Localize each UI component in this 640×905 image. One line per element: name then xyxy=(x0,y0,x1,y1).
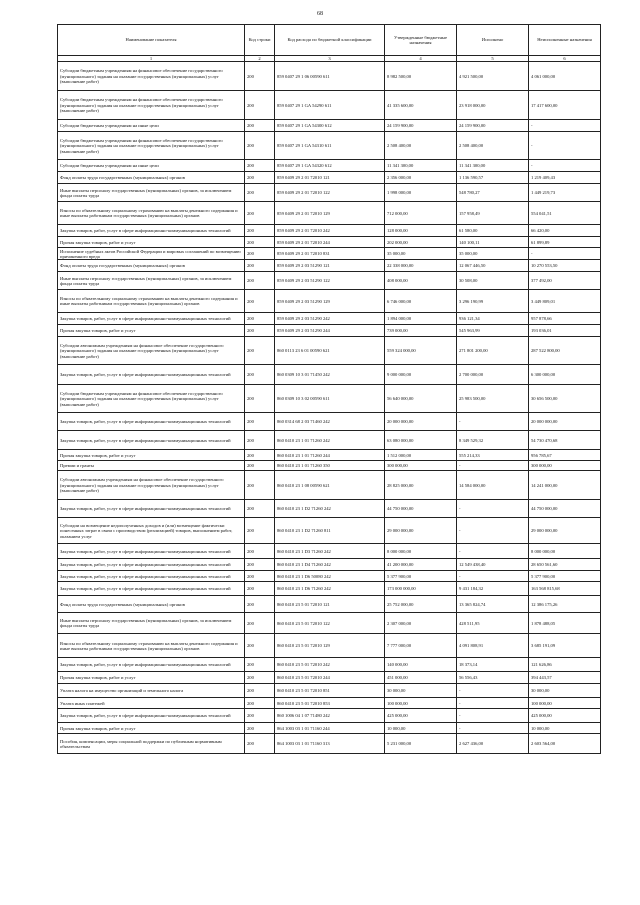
table-row xyxy=(58,202,601,225)
row-remaining-cell: 2 603 564,00 xyxy=(529,734,601,754)
row-line-code-cell: 200 xyxy=(245,613,275,634)
table-row xyxy=(58,237,601,248)
row-line-code-cell: 200 xyxy=(245,672,275,684)
row-approved-cell: 5 377 900,00 xyxy=(385,571,457,582)
table-row xyxy=(58,582,601,596)
row-approved-cell: 63 080 000,00 xyxy=(385,431,457,450)
row-remaining-cell: 29 000 000,00 xyxy=(529,518,601,544)
row-approved-cell: 202 000,00 xyxy=(385,237,457,248)
header-line-code: Код строки xyxy=(245,25,275,56)
row-kbk-cell: 859 0409 29 2 03 51290 244 xyxy=(275,325,385,337)
row-kbk-cell: 859 0409 29 2 03 51290 242 xyxy=(275,313,385,325)
row-kbk-cell: 860 0410 23 1 01 71260 242 xyxy=(275,431,385,450)
row-name-cell: Взносы по обязательному социальному страхованию на выплаты денежного содержания и иные выплаты работникам государственных (муниципальных) органов xyxy=(58,634,245,658)
row-executed-cell: 4 921 500,00 xyxy=(457,62,529,91)
row-line-code-cell: 200 xyxy=(245,225,275,237)
row-kbk-cell: 860 0410 23 5 01 72010 122 xyxy=(275,613,385,634)
row-name-cell: Фонд оплаты труда государственных (муниципальных) органов xyxy=(58,172,245,184)
column-number: 5 xyxy=(457,56,529,62)
row-approved-cell: 41 200 000,00 xyxy=(385,559,457,571)
row-name-cell: Субсидии бюджетным учреждениям на иные цели xyxy=(58,160,245,172)
table-header-row xyxy=(58,25,601,56)
row-kbk-cell: 860 0410 23 5 01 72010 853 xyxy=(275,698,385,709)
row-kbk-cell: 859 0409 29 2 01 72010 244 xyxy=(275,237,385,248)
row-remaining-cell: 300 000,00 xyxy=(529,461,601,471)
row-line-code-cell: 200 xyxy=(245,313,275,325)
row-kbk-cell: 859 0407 29 1 GA 54310 611 xyxy=(275,132,385,160)
table-row xyxy=(58,413,601,431)
row-kbk-cell: 859 0409 29 2 01 72010 242 xyxy=(275,225,385,237)
row-name-cell: Исполнение судебных актов Российской Федерации и мировых соглашений по возмещению причиненного вреда xyxy=(58,248,245,260)
row-approved-cell: 9 000 000,00 xyxy=(385,365,457,385)
row-approved-cell: 1 512 000,00 xyxy=(385,450,457,461)
row-executed-cell: - xyxy=(457,461,529,471)
row-remaining-cell: 10 000,00 xyxy=(529,723,601,734)
table-row xyxy=(58,132,601,160)
row-executed-cell: 56 556,43 xyxy=(457,672,529,684)
row-line-code-cell: 200 xyxy=(245,237,275,248)
row-approved-cell: 29 000 000,00 xyxy=(385,518,457,544)
row-line-code-cell: 200 xyxy=(245,684,275,698)
table-row xyxy=(58,325,601,337)
row-kbk-cell: 860 0410 23 5 01 72010 851 xyxy=(275,684,385,698)
row-executed-cell: - xyxy=(457,544,529,559)
row-executed-cell: 12 067 446,50 xyxy=(457,260,529,272)
row-approved-cell: 559 324 000,00 xyxy=(385,337,457,365)
row-line-code-cell: 200 xyxy=(245,734,275,754)
row-executed-cell: 25 983 500,00 xyxy=(457,385,529,413)
row-name-cell: Уплата иных платежей xyxy=(58,698,245,709)
row-remaining-cell: 6 300 000,00 xyxy=(529,365,601,385)
row-kbk-cell: 860 0410 23 5 01 72010 244 xyxy=(275,672,385,684)
row-kbk-cell: 860 0314 68 2 03 71460 242 xyxy=(275,413,385,431)
table-row xyxy=(58,723,601,734)
table-row xyxy=(58,500,601,518)
row-remaining-cell: 20 000 000,00 xyxy=(529,413,601,431)
row-approved-cell: 24 159 900,00 xyxy=(385,120,457,132)
table-row xyxy=(58,698,601,709)
row-executed-cell: 35 000,00 xyxy=(457,248,529,260)
row-name-cell: Иные выплаты персоналу государственных (муниципальных) органов, за исключением фонда оплаты труда xyxy=(58,272,245,290)
row-approved-cell: 11 341 300,00 xyxy=(385,160,457,172)
row-kbk-cell: 860 0410 23 1 D6 71260 242 xyxy=(275,582,385,596)
table-row xyxy=(58,658,601,672)
table-row xyxy=(58,365,601,385)
row-line-code-cell: 200 xyxy=(245,290,275,313)
row-line-code-cell: 200 xyxy=(245,461,275,471)
row-executed-cell: - xyxy=(457,571,529,582)
table-row xyxy=(58,596,601,613)
table-row xyxy=(58,272,601,290)
row-kbk-cell: 860 0410 23 1 D2 71260 242 xyxy=(275,500,385,518)
row-remaining-cell: 12 386 175,26 xyxy=(529,596,601,613)
row-line-code-cell: 200 xyxy=(245,62,275,91)
row-line-code-cell: 200 xyxy=(245,431,275,450)
table-row xyxy=(58,544,601,559)
row-name-cell: Прочая закупка товаров, работ и услуг xyxy=(58,672,245,684)
table-row xyxy=(58,450,601,461)
row-name-cell: Прочая закупка товаров, работ и услуг xyxy=(58,723,245,734)
row-executed-cell: 14 584 000,00 xyxy=(457,471,529,500)
column-number: 6 xyxy=(529,56,601,62)
row-executed-cell: 140 100,11 xyxy=(457,237,529,248)
row-remaining-cell: 121 626,86 xyxy=(529,658,601,672)
row-line-code-cell: 200 xyxy=(245,544,275,559)
row-approved-cell: 56 640 000,00 xyxy=(385,385,457,413)
row-executed-cell: 555 214,33 xyxy=(457,450,529,461)
row-remaining-cell: 1 878 488,05 xyxy=(529,613,601,634)
row-executed-cell: 61 580,00 xyxy=(457,225,529,237)
row-executed-cell: 428 511,95 xyxy=(457,613,529,634)
row-line-code-cell: 200 xyxy=(245,413,275,431)
row-remaining-cell: 61 899,89 xyxy=(529,237,601,248)
table-row xyxy=(58,684,601,698)
row-executed-cell: 8 349 529,32 xyxy=(457,431,529,450)
row-remaining-cell: 54 730 470,68 xyxy=(529,431,601,450)
row-kbk-cell: 860 0410 23 1 D6 50080 242 xyxy=(275,571,385,582)
table-row xyxy=(58,313,601,325)
table-row xyxy=(58,559,601,571)
row-approved-cell: 408 000,00 xyxy=(385,272,457,290)
table-row xyxy=(58,337,601,365)
row-executed-cell: - xyxy=(457,723,529,734)
header-kbk: Код расхода по бюджетной классификации xyxy=(275,25,385,56)
table-row xyxy=(58,172,601,184)
row-name-cell: Закупка товаров, работ, услуг в сфере информационно-коммуникационных технологий xyxy=(58,582,245,596)
table-row xyxy=(58,518,601,544)
row-remaining-cell: 163 568 815,68 xyxy=(529,582,601,596)
row-approved-cell: 20 000 000,00 xyxy=(385,413,457,431)
row-executed-cell: - xyxy=(457,518,529,544)
row-executed-cell: - xyxy=(457,413,529,431)
row-executed-cell: - xyxy=(457,500,529,518)
row-remaining-cell: 3 449 809,01 xyxy=(529,290,601,313)
row-line-code-cell: 200 xyxy=(245,634,275,658)
row-name-cell: Премии и гранты xyxy=(58,461,245,471)
row-line-code-cell: 200 xyxy=(245,385,275,413)
row-executed-cell: 9 431 184,32 xyxy=(457,582,529,596)
row-line-code-cell: 200 xyxy=(245,160,275,172)
row-executed-cell: 4 091 808,91 xyxy=(457,634,529,658)
table-row xyxy=(58,613,601,634)
row-line-code-cell: 200 xyxy=(245,337,275,365)
row-approved-cell: 2 307 000,00 xyxy=(385,613,457,634)
row-approved-cell: 44 750 000,00 xyxy=(385,500,457,518)
row-line-code-cell: 200 xyxy=(245,559,275,571)
row-executed-cell: 12 549 438,40 xyxy=(457,559,529,571)
row-approved-cell: 451 000,00 xyxy=(385,672,457,684)
row-remaining-cell: 377 492,00 xyxy=(529,272,601,290)
row-name-cell: Закупка товаров, работ, услуг в сфере информационно-коммуникационных технологий xyxy=(58,365,245,385)
row-approved-cell: 1 894 000,00 xyxy=(385,313,457,325)
row-kbk-cell: 859 0409 29 2 01 72010 831 xyxy=(275,248,385,260)
row-kbk-cell: 860 0113 23 6 01 00590 621 xyxy=(275,337,385,365)
row-line-code-cell: 200 xyxy=(245,571,275,582)
row-kbk-cell: 860 0410 23 5 01 72010 121 xyxy=(275,596,385,613)
row-executed-cell: 24 159 900,00 xyxy=(457,120,529,132)
row-approved-cell: 30 000,00 xyxy=(385,684,457,698)
row-remaining-cell: - xyxy=(529,132,601,160)
row-kbk-cell: 860 0410 23 1 08 00590 621 xyxy=(275,471,385,500)
row-remaining-cell: 287 522 800,00 xyxy=(529,337,601,365)
row-line-code-cell: 200 xyxy=(245,500,275,518)
row-name-cell: Иные выплаты персоналу государственных (муниципальных) органов, за исключением фонда оплаты труда xyxy=(58,613,245,634)
row-name-cell: Закупка товаров, работ, услуг в сфере информационно-коммуникационных технологий xyxy=(58,544,245,559)
row-kbk-cell: 860 0410 23 1 D4 71260 242 xyxy=(275,559,385,571)
row-remaining-cell: 8 000 000,00 xyxy=(529,544,601,559)
row-line-code-cell: 200 xyxy=(245,91,275,120)
row-name-cell: Субсидии автономным учреждениям на финансовое обеспечение государственного (муниципального) задания на оказание государственных (муниципальных) услуг (выполнение работ) xyxy=(58,471,245,500)
row-remaining-cell: 4 061 000,00 xyxy=(529,62,601,91)
row-approved-cell: 712 000,00 xyxy=(385,202,457,225)
row-name-cell: Закупка товаров, работ, услуг в сфере информационно-коммуникационных технологий xyxy=(58,500,245,518)
row-approved-cell: 2 508 400,00 xyxy=(385,132,457,160)
row-remaining-cell: - xyxy=(529,160,601,172)
row-name-cell: Субсидии бюджетным учреждениям на финансовое обеспечение государственного (муниципального) задания на оказание государственных (муниципальных) услуг (выполнение работ) xyxy=(58,385,245,413)
column-number: 4 xyxy=(385,56,457,62)
row-executed-cell: - xyxy=(457,684,529,698)
row-name-cell: Взносы по обязательному социальному страхованию на выплаты денежного содержания и иные выплаты работникам государственных (муниципальных) органов xyxy=(58,290,245,313)
row-line-code-cell: 200 xyxy=(245,658,275,672)
column-number: 2 xyxy=(245,56,275,62)
row-name-cell: Субсидии бюджетным учреждениям на иные цели xyxy=(58,120,245,132)
row-remaining-cell: 554 041,51 xyxy=(529,202,601,225)
row-remaining-cell: 14 241 000,00 xyxy=(529,471,601,500)
row-approved-cell: 25 752 000,00 xyxy=(385,596,457,613)
row-line-code-cell: 200 xyxy=(245,202,275,225)
row-approved-cell: 28 825 000,00 xyxy=(385,471,457,500)
row-kbk-cell: 859 0407 29 1 GA 54290 611 xyxy=(275,91,385,120)
row-approved-cell: 425 000,00 xyxy=(385,709,457,723)
row-executed-cell: 548 780,27 xyxy=(457,184,529,202)
row-line-code-cell: 200 xyxy=(245,132,275,160)
row-remaining-cell: 1 219 409,43 xyxy=(529,172,601,184)
row-remaining-cell: - xyxy=(529,248,601,260)
table-row xyxy=(58,91,601,120)
row-line-code-cell: 200 xyxy=(245,518,275,544)
row-executed-cell: 11 341 300,00 xyxy=(457,160,529,172)
budget-execution-table xyxy=(57,24,601,754)
row-remaining-cell: 956 785,67 xyxy=(529,450,601,461)
row-line-code-cell: 200 xyxy=(245,365,275,385)
row-remaining-cell: 17 417 600,00 xyxy=(529,91,601,120)
row-remaining-cell: 394 443,57 xyxy=(529,672,601,684)
table-row xyxy=(58,734,601,754)
header-remaining: Неисполненные назначения xyxy=(529,25,601,56)
row-executed-cell: 23 918 000,00 xyxy=(457,91,529,120)
row-kbk-cell: 860 0309 10 3 01 71450 242 xyxy=(275,365,385,385)
row-name-cell: Фонд оплаты труда государственных (муниципальных) органов xyxy=(58,596,245,613)
row-line-code-cell: 200 xyxy=(245,723,275,734)
row-name-cell: Закупка товаров, работ, услуг в сфере информационно-коммуникационных технологий xyxy=(58,413,245,431)
table-row xyxy=(58,160,601,172)
row-line-code-cell: 200 xyxy=(245,325,275,337)
row-approved-cell: 739 000,00 xyxy=(385,325,457,337)
row-executed-cell: 2 627 436,00 xyxy=(457,734,529,754)
table-row xyxy=(58,385,601,413)
row-name-cell: Субсидии бюджетным учреждениям на финансовое обеспечение государственного (муниципального) задания на оказание государственных (муниципальных) услуг (выполнение работ) xyxy=(58,62,245,91)
row-remaining-cell: 44 750 000,00 xyxy=(529,500,601,518)
table-row xyxy=(58,634,601,658)
row-approved-cell: 128 000,00 xyxy=(385,225,457,237)
row-kbk-cell: 859 0409 29 2 03 51290 122 xyxy=(275,272,385,290)
row-name-cell: Субсидии бюджетным учреждениям на финансовое обеспечение государственного (муниципального) задания на оказание государственных (муниципальных) услуг (выполнение работ) xyxy=(58,132,245,160)
row-executed-cell: 2 700 000,00 xyxy=(457,365,529,385)
row-approved-cell: 8 982 500,00 xyxy=(385,62,457,91)
row-kbk-cell: 864 1003 03 1 01 71160 244 xyxy=(275,723,385,734)
row-name-cell: Закупка товаров, работ, услуг в сфере информационно-коммуникационных технологий xyxy=(58,571,245,582)
table-row xyxy=(58,225,601,237)
row-kbk-cell: 860 1006 04 1 07 71480 242 xyxy=(275,709,385,723)
row-name-cell: Иные выплаты персоналу государственных (муниципальных) органов, за исключением фонда оплаты труда xyxy=(58,184,245,202)
row-approved-cell: 35 000,00 xyxy=(385,248,457,260)
page-number: 68 xyxy=(317,11,323,17)
row-approved-cell: 41 335 600,00 xyxy=(385,91,457,120)
table-row xyxy=(58,571,601,582)
row-kbk-cell: 860 0309 10 3 02 00590 611 xyxy=(275,385,385,413)
row-remaining-cell: 1 449 219,73 xyxy=(529,184,601,202)
row-kbk-cell: 860 0410 23 1 01 71260 244 xyxy=(275,450,385,461)
row-executed-cell: 271 801 200,00 xyxy=(457,337,529,365)
row-executed-cell: 1 136 590,57 xyxy=(457,172,529,184)
row-approved-cell: 7 777 000,00 xyxy=(385,634,457,658)
table-row xyxy=(58,120,601,132)
table-row xyxy=(58,431,601,450)
row-kbk-cell: 860 0410 23 5 01 72010 129 xyxy=(275,634,385,658)
row-remaining-cell: 10 270 553,50 xyxy=(529,260,601,272)
row-kbk-cell: 859 0407 29 1 GA 54320 612 xyxy=(275,160,385,172)
row-name-cell: Прочая закупка товаров, работ и услуг xyxy=(58,450,245,461)
row-name-cell: Субсидии на возмещение недополученных доходов и (или) возмещение фактически понесенных затрат в связи с производством (реализацией) товаров, выполнением работ, оказанием услуг xyxy=(58,518,245,544)
row-executed-cell: 30 508,00 xyxy=(457,272,529,290)
row-remaining-cell: 28 650 561,60 xyxy=(529,559,601,571)
row-name-cell: Закупка товаров, работ, услуг в сфере информационно-коммуникационных технологий xyxy=(58,431,245,450)
row-kbk-cell: 860 0410 23 1 01 71260 350 xyxy=(275,461,385,471)
row-line-code-cell: 200 xyxy=(245,120,275,132)
row-approved-cell: 22 338 000,00 xyxy=(385,260,457,272)
header-approved: Утвержденные бюджетные назначения xyxy=(385,25,457,56)
row-kbk-cell: 859 0409 29 2 03 51290 129 xyxy=(275,290,385,313)
row-name-cell: Закупка товаров, работ, услуг в сфере информационно-коммуникационных технологий xyxy=(58,559,245,571)
table-row xyxy=(58,461,601,471)
table-row xyxy=(58,248,601,260)
row-kbk-cell: 860 0410 23 5 01 72010 242 xyxy=(275,658,385,672)
row-executed-cell: 157 958,49 xyxy=(457,202,529,225)
row-executed-cell: 13 365 824,74 xyxy=(457,596,529,613)
row-kbk-cell: 860 0410 23 1 D2 71260 811 xyxy=(275,518,385,544)
table-row xyxy=(58,471,601,500)
row-remaining-cell: - xyxy=(529,120,601,132)
row-line-code-cell: 200 xyxy=(245,248,275,260)
row-remaining-cell: 30 000,00 xyxy=(529,684,601,698)
row-approved-cell: 8 000 000,00 xyxy=(385,544,457,559)
row-line-code-cell: 200 xyxy=(245,698,275,709)
column-number: 3 xyxy=(275,56,385,62)
row-line-code-cell: 200 xyxy=(245,596,275,613)
row-name-cell: Прочая закупка товаров, работ и услуг xyxy=(58,325,245,337)
row-approved-cell: 6 746 000,00 xyxy=(385,290,457,313)
row-executed-cell: 3 296 190,99 xyxy=(457,290,529,313)
row-remaining-cell: 66 420,00 xyxy=(529,225,601,237)
table-row xyxy=(58,709,601,723)
row-name-cell: Пособия, компенсации, меры социальной поддержки по публичным нормативным обязательствам xyxy=(58,734,245,754)
row-remaining-cell: 30 656 500,00 xyxy=(529,385,601,413)
row-approved-cell: 2 356 000,00 xyxy=(385,172,457,184)
row-kbk-cell: 859 0409 29 2 03 51290 121 xyxy=(275,260,385,272)
row-kbk-cell: 859 0409 29 2 01 72010 129 xyxy=(275,202,385,225)
row-approved-cell: 1 998 000,00 xyxy=(385,184,457,202)
row-approved-cell: 10 000,00 xyxy=(385,723,457,734)
row-line-code-cell: 200 xyxy=(245,582,275,596)
row-kbk-cell: 859 0409 29 2 01 72010 122 xyxy=(275,184,385,202)
row-approved-cell: 100 000,00 xyxy=(385,698,457,709)
table-body xyxy=(58,62,601,754)
row-kbk-cell: 859 0407 29 1 06 00590 611 xyxy=(275,62,385,91)
row-remaining-cell: 193 036,01 xyxy=(529,325,601,337)
row-line-code-cell: 200 xyxy=(245,184,275,202)
table-row xyxy=(58,184,601,202)
row-kbk-cell: 864 1003 03 1 01 71160 313 xyxy=(275,734,385,754)
row-line-code-cell: 200 xyxy=(245,172,275,184)
row-remaining-cell: 5 377 900,00 xyxy=(529,571,601,582)
table-row xyxy=(58,260,601,272)
row-line-code-cell: 200 xyxy=(245,450,275,461)
row-name-cell: Фонд оплаты труда государственных (муниципальных) органов xyxy=(58,260,245,272)
header-name: Наименование показателя xyxy=(58,25,245,56)
row-remaining-cell: 425 000,00 xyxy=(529,709,601,723)
row-name-cell: Закупка товаров, работ, услуг в сфере информационно-коммуникационных технологий xyxy=(58,225,245,237)
row-name-cell: Закупка товаров, работ, услуг в сфере информационно-коммуникационных технологий xyxy=(58,313,245,325)
header-executed: Исполнено xyxy=(457,25,529,56)
row-executed-cell: 2 508 400,00 xyxy=(457,132,529,160)
row-executed-cell: - xyxy=(457,698,529,709)
row-kbk-cell: 859 0407 29 1 GA 54300 612 xyxy=(275,120,385,132)
row-executed-cell: 18 373,14 xyxy=(457,658,529,672)
row-name-cell: Субсидии бюджетным учреждениям на финансовое обеспечение государственного (муниципального) задания на оказание государственных (муниципальных) услуг (выполнение работ) xyxy=(58,91,245,120)
row-name-cell: Субсидии автономным учреждениям на финансовое обеспечение государственного (муниципального) задания на оказание государственных (муниципальных) услуг (выполнение работ) xyxy=(58,337,245,365)
row-name-cell: Прочая закупка товаров, работ и услуг xyxy=(58,237,245,248)
row-remaining-cell: 957 878,66 xyxy=(529,313,601,325)
table-row xyxy=(58,672,601,684)
row-name-cell: Закупка товаров, работ, услуг в сфере информационно-коммуникационных технологий xyxy=(58,709,245,723)
row-line-code-cell: 200 xyxy=(245,709,275,723)
row-approved-cell: 140 000,00 xyxy=(385,658,457,672)
row-executed-cell: 936 121,34 xyxy=(457,313,529,325)
row-kbk-cell: 859 0409 29 2 01 72010 121 xyxy=(275,172,385,184)
row-line-code-cell: 200 xyxy=(245,260,275,272)
row-approved-cell: 173 000 000,00 xyxy=(385,582,457,596)
table-row xyxy=(58,62,601,91)
column-number: 1 xyxy=(58,56,245,62)
row-line-code-cell: 200 xyxy=(245,272,275,290)
row-name-cell: Закупка товаров, работ, услуг в сфере информационно-коммуникационных технологий xyxy=(58,658,245,672)
row-remaining-cell: 3 685 191,09 xyxy=(529,634,601,658)
row-executed-cell: 545 963,99 xyxy=(457,325,529,337)
row-executed-cell: - xyxy=(457,709,529,723)
row-approved-cell: 300 000,00 xyxy=(385,461,457,471)
row-name-cell: Уплата налога на имущество организаций и земельного налога xyxy=(58,684,245,698)
row-remaining-cell: 100 000,00 xyxy=(529,698,601,709)
row-approved-cell: 5 231 000,00 xyxy=(385,734,457,754)
table-row xyxy=(58,290,601,313)
row-kbk-cell: 860 0410 23 1 D3 71260 242 xyxy=(275,544,385,559)
row-line-code-cell: 200 xyxy=(245,471,275,500)
row-name-cell: Взносы по обязательному социальному страхованию на выплаты денежного содержания и иные выплаты работникам государственных (муниципальных) органов xyxy=(58,202,245,225)
